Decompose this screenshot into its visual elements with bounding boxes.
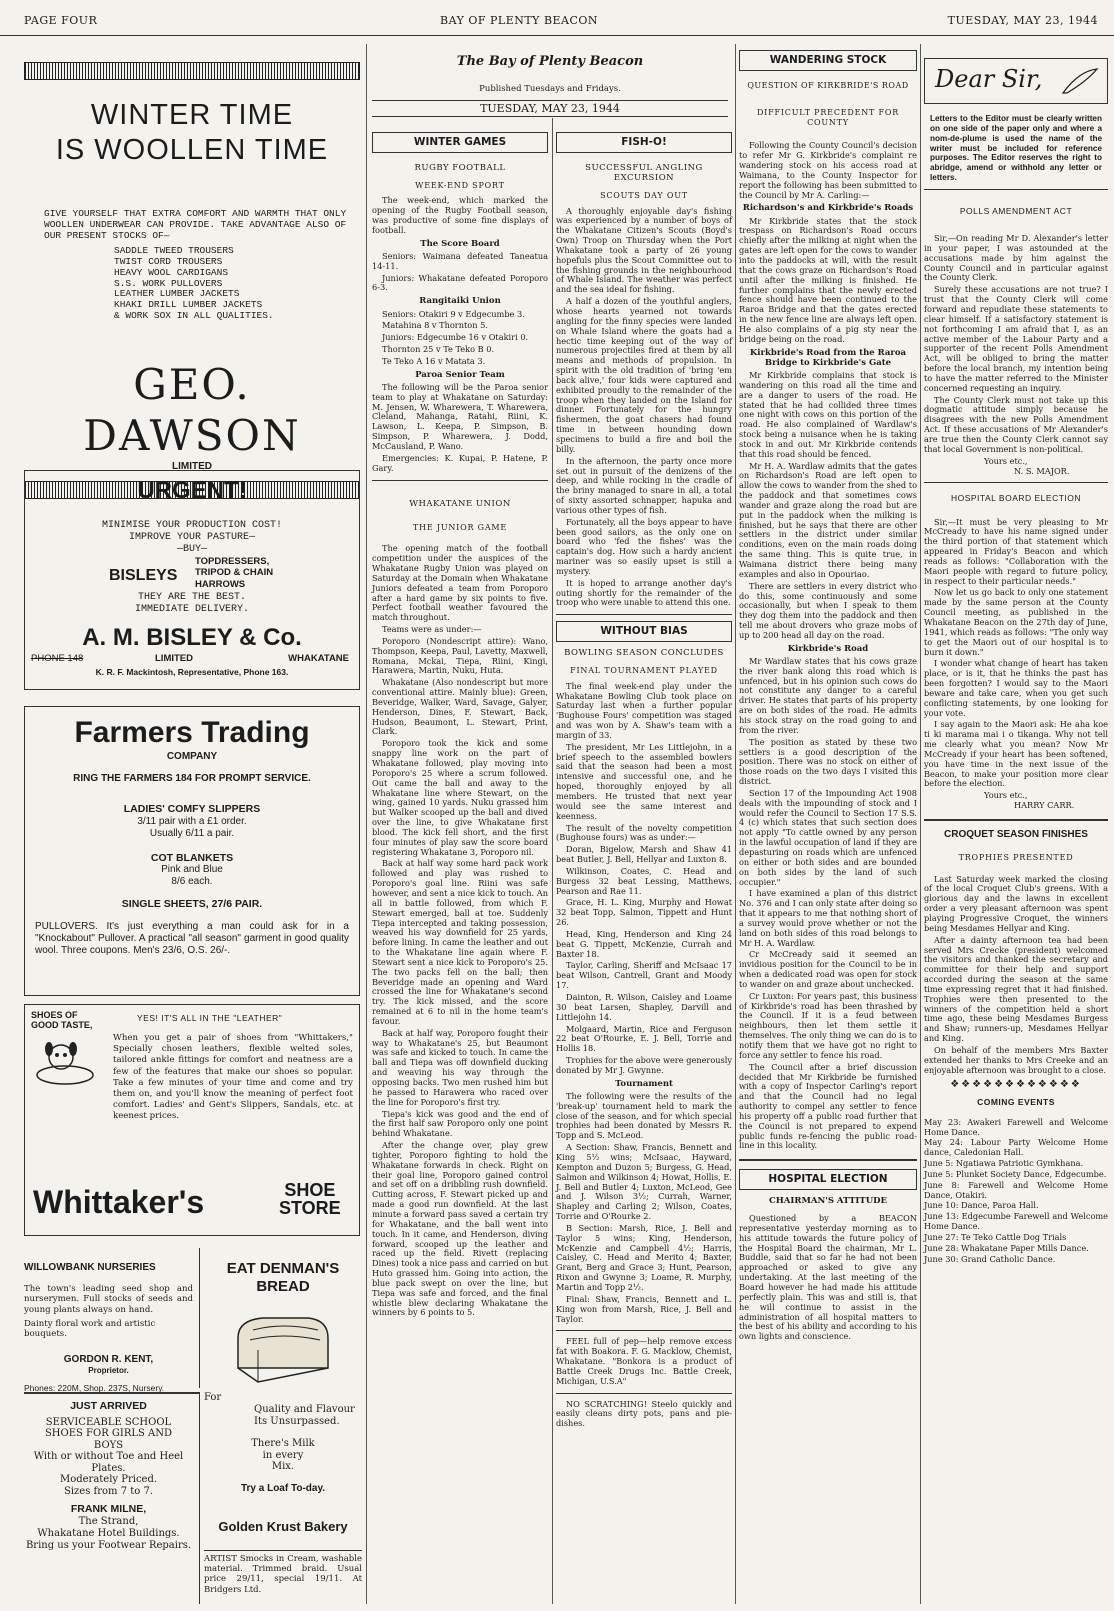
article-paragraph: Mr H. A. Wardlaw admits that the gates on Richardson's Road are left open to allow the cows to wander from the shed to the paddock and that sometimes cows wander and graze along the road but are put in the paddock when the milking is finished, but he says that there are other settlers in the district under similar conditions, even on the main roads doing the same thing. This is quite true, in Waimana district there being many examples and also in Opouriao. [739, 460, 917, 579]
score-line: Seniors: Waimana defeated Taneatua 14-11. [372, 250, 548, 271]
column-three [556, 126, 732, 1604]
ad-title: LADIES' COMFY SLIPPERS [123, 803, 261, 815]
ad-text: Usually 6/11 a pair. [149, 827, 235, 839]
article-paragraph: Cr McCready said it seemed an invidious position for the Council to be in when a dedicated road was open for stock to wander on and graze about unchecked. [739, 949, 917, 989]
letter-paragraph: Sir,—It must be very pleasing to Mr McCready to have his name signed under the third portion of that statement which appeared in Friday's Beacon and which reads as follows: "Collaboration with the Maori people with regard to future policy, in respect to their particular needs." [924, 516, 1108, 586]
ad-item-list [114, 246, 360, 322]
article-paragraph: On behalf of the members Mrs Baxter extended her thanks to Mrs Creeke and an enjoyable afternoon was brought to a close. [924, 1044, 1108, 1075]
ad-line: SHOES FOR GIRLS AND [44, 1428, 173, 1440]
article-paragraph: It is hoped to arrange another day's outing shortly for the remainder of the troop who were unable to attend this one. [556, 577, 732, 608]
page-header [0, 0, 1114, 36]
article-subhead: Kirkbride's Road [787, 643, 869, 654]
article-paragraph: Tiepa's kick was good and the end of the first half saw Poroporo only one point behind Whakatane. [372, 1108, 548, 1139]
denman-ad [204, 1248, 362, 1604]
ad-owner-title: Proprietor. [88, 1365, 129, 1375]
column-rule [366, 44, 367, 1604]
dog-shoe-illustration [33, 1035, 97, 1087]
ad-line: Moderately Priced. [59, 1474, 158, 1486]
result-line: A Section: Shaw, Francis, Bennett and King 5½ wins; McIsaac, Hayward, Kempton and Duzon 5; Burgess, G. Head, Salmon and Wilkinson 4; Howat, Hollis, E. J. Bell and Butler 4; Luxton, McLeod, Gee and J. Wilson 3½; Currah, Warner, Shapley and Carling 2; Wilson, Coates, Torrie and O'Rourke 2. [556, 1142, 732, 1222]
article-paragraph: The final week-end play under the Whakatane Bowling Club took place on Saturday last when a further popular 'Bughouse Fours' competition was staged and was won by A. Shaw's team with a margin of 33. [556, 680, 732, 740]
events-list [924, 1118, 1108, 1265]
article-heading: HOSPITAL BOARD ELECTION [950, 493, 1082, 504]
event-item: June 28: Whakatane Paper Mills Dance. [924, 1242, 1089, 1253]
farmers-ad [24, 706, 360, 996]
ad-item: TWIST CORD TROUSERS [114, 255, 223, 267]
ad-line: in every [262, 1449, 304, 1461]
ad-text: 3/11 pair with a £1 order. [137, 815, 247, 827]
letter-paragraph: Surely these accusations are not true? I trust that the County Clerk will come forward and repudiate these statements to clear himself. If a satisfactory statement is not forthcoming I am afraid that I, as an active member of the Labour Party and a supporter of the recent Polls Amendment Act, will be obliged to bring the matter before the local branch, my intention being to have the matter referred to the Minister concerned requesting an inquiry. [924, 284, 1108, 393]
result-line: Final: Shaw, Francis, Bennett and L. King won from Marsh, Rice, J. Bell and Taylor. [556, 1293, 732, 1324]
masthead-date: TUESDAY, MAY 23, 1944 [372, 100, 728, 117]
score-line: Te Teko A 16 v Matata 3. [382, 355, 486, 366]
article-paragraph: The week-end, which marked the opening of the Rugby Football season, was productive of some fine displays of football. [372, 195, 548, 235]
event-item: June 13: Edgecumbe Farewell and Welcome Home Dance. [924, 1211, 1108, 1232]
letter-paragraph: I say again to the Maori ask: He aha koe ti ki marama mai i o tikanga. Why not tell me clearly what you mean? Now Mr McCready if your heart has been softened, you have time in the next issue of the Beacon, to make your position more clear before the election. [924, 719, 1108, 789]
article-paragraph: Mr Kirkbride complains that stock is wandering on this road all the time and are a danger to users of the road. He stated that he had collided three times one night with cows on this portion of the road. He also complained of Wardlaw's stock being a nuisance when he is taking stock in and out. Mr Kirkbride contends that this road should be fenced. [739, 369, 917, 459]
article-paragraph: Teams were as under:— [382, 624, 482, 635]
article-paragraph: Questioned by a BEACON representative yesterday morning as to his attitude towards the future policy of the Hospital Board the chairman, Mr L. Buddle, said that so far he had not been approached or asked to give any undertaking. At the last meeting of the Board however he had made his attitude perfectly plain. This was and still is, that he will continue to assist in the administration of all hospital matters to the best of his ability and according to his own lights and conscience. [739, 1213, 917, 1342]
article-subheading: THE JUNIOR GAME [412, 522, 508, 532]
dawson-ad [24, 62, 360, 472]
letters-notice: Letters to the Editor must be clearly written on one side of the paper only and where a nom-de-plume is used the name of the writer must be included for reference purposes. The Editor reserves the right to abridge, amend or withhold any letter or letters. [930, 114, 1102, 183]
dear-sir-banner [924, 58, 1108, 104]
score-line: Seniors: Otakiri 9 v Edgecumbe 3. [382, 308, 525, 319]
ad-line: With or without Toe and Heel [33, 1451, 184, 1463]
ad-bisleys: BISLEYS [109, 566, 178, 584]
column-rule [920, 44, 921, 1604]
ad-body: Dainty floral work and artistic bouquets. [24, 1318, 156, 1340]
ad-ring: RING THE FARMERS 184 FOR PROMPT SERVICE. [73, 773, 311, 784]
ad-unsurpassed: Its Unsurpassed. [254, 1416, 340, 1427]
ad-intro: GIVE YOURSELF THAT EXTRA COMFORT AND WARMTH THAT ONLY WOOLLEN UNDERWEAR CAN PROVIDE. TAKE ADVANTAGE ALSO OF OUR PRESENT STOCKS OF— [44, 207, 347, 242]
article-heading: WITHOUT BIAS [556, 621, 732, 642]
ad-rep: K. R. F. Mackintosh, Representative, Phone 163. [95, 666, 289, 677]
article-paragraph: Whakatane (Also nondescript but more conventional attire. Mainly blue): Green, Beveridge, Walker, Ward, Savage, Galyer, Henderson, Dines, F. Stewart, Back, Hudson, Beaumont, L. Stewart, Print, Clark. [372, 677, 548, 737]
article-subheading: RUGBY FOOTBALL [414, 162, 506, 173]
ad-line: SERVICEABLE SCHOOL [45, 1416, 172, 1428]
ad-try: Try a Loaf To-day. [240, 1482, 326, 1494]
article-paragraph: The position as stated by these two settlers is a good description of the position. There was no stock on either of those roads on the two days I visited this district. [739, 736, 917, 787]
article-paragraph: Back at half way, Poroporo fought their way to Whakatane's 25, but Beaumont was safe and kicked to touch. In came the ball and Tiepa was off downfield ducking and weaving his way through the opposing backs. Two men rushed him but he passed to Harawera who raced over the line for Poroporo's first try. [372, 1027, 548, 1107]
ad-item: LEATHER LUMBER JACKETS [114, 288, 240, 300]
ad-phone: PHONE 148 [31, 652, 84, 664]
article-subhead: Tournament [615, 1078, 673, 1089]
article-paragraph: The opening match of the football competition under the auspices of the Whakatane Rugby Union was played on Saturday at the Domain when Whakatane Juniors defeated a team from Poroporo after a hard game by six points to five. Perfect football weather favoured the match throughout. [372, 543, 548, 623]
article-subhead: Rangitaiki Union [419, 296, 501, 307]
score-line: Matahina 8 v Thornton 5. [382, 320, 488, 331]
article-paragraph: I have examined a plan of this district No. 376 and I can only state after doing so that it appears to me that nothing short of a survey would prove whether or not the land on both sides of this road belongs to Mr H. A. Wardlaw. [739, 888, 917, 948]
article-heading: WANDERING STOCK [739, 50, 917, 71]
paper-name: BAY OF PLENTY BEACON [440, 14, 599, 27]
dear-sir-script: Dear Sir, [935, 65, 1043, 93]
ad-phones: Phones: 220M, Shop. 237S, Nursery. [24, 1383, 165, 1394]
article-subheading: BOWLING SEASON CONCLUDES [564, 647, 724, 658]
artist-ad: ARTIST Smocks in Cream, washable material. Trimmed braid. Usual price 29/11, special 19/11. At Bridgers Ltd. [204, 1550, 362, 1595]
ad-addr: Whakatane Hotel Buildings. [37, 1527, 180, 1539]
ad-title: JUST ARRIVED [70, 1400, 147, 1412]
ad-brand: A. M. BISLEY & Co. [82, 623, 302, 651]
article-paragraph: Last Saturday week marked the closing of the local Croquet Club's greens. With a glorious day and the lawns in excellent order a very pleasant afternoon was spent playing Progressive Croquet, the winners being Mesdames Hellyar and King. [924, 873, 1108, 933]
article-heading: WINTER GAMES [372, 132, 548, 153]
masthead [372, 54, 728, 120]
page-label: PAGE FOUR [24, 14, 98, 27]
article-paragraph: A thoroughly enjoyable day's fishing was experienced by a number of boys of the Whakatane Citizen's Scouts (Boyd's Own) Troop on Thursday when the Port Whakatane took a party of 26 young hopefuls plus the Scout Committee out to the fishing grounds in the neighbourhood of Whale Island. The weather was perfect and the sea ideal for fishing. [556, 205, 732, 295]
article-paragraph: The following will be the Paroa senior team to play at Whakatane on Saturday: M. Jensen, W. Wharewera, T. Wharewera, Cleland, Mahanga, Ratahi, Riini, K. Lawson, L. Keepa, P. Simpson, B. Simpson, P. Wharewera, J. Dodd, McCausland, P. Wano. [372, 381, 548, 451]
quill-icon [1059, 67, 1099, 97]
event-item: June 30: Grand Catholic Dance. [924, 1253, 1056, 1264]
article-subheading: SUCCESSFUL ANGLING EXCURSION [585, 162, 703, 183]
article-paragraph: The Council after a brief discussion decided that Mr Kirkbride be furnished with a copy of Inspector Carling's report and that the Council had no legal authority to compel any settler to fence his property off a public road further that the Council is not prepared to expend public funds re-fencing the public road-line in this locality. [739, 1061, 917, 1151]
ad-title: WILLOWBANK NURSERIES [24, 1262, 156, 1273]
article-heading: HOSPITAL ELECTION [739, 1169, 917, 1190]
ad-item: S.S. WORK PULLOVERS [114, 277, 223, 289]
letter-paragraph: The County Clerk must not take up this dogmatic attitude simply because he disagrees with the new Polls Amendment Act. If these accusations of Mr Alexander's are true then the County Clerk cannot say that local Government is non-political. [924, 394, 1108, 454]
milne-ad [24, 1392, 200, 1604]
article-subheading: FINAL TOURNAMENT PLAYED [570, 666, 718, 676]
ad-line: —BUY— [176, 543, 207, 555]
ad-text: 8/6 each. [171, 876, 213, 888]
ad-item: KHAKI DRILL LUMBER JACKETS [114, 299, 263, 311]
result-line: Wilkinson, Coates, C. Head and Burgess 32 beat Lessing, Matthews, Pearson and Rae 11. [556, 865, 732, 896]
issue-date: TUESDAY, MAY 23, 1944 [947, 14, 1098, 27]
article-paragraph: Poroporo (Nondescript attire): Wano, Thompson, Keepa, Paul, Lavetty, Maxwell, Romana, Mckai, Tiepa, Riini, Kingi, Harawera, Martin, Nuku, Huta. [372, 635, 548, 676]
bread-loaf-illustration [228, 1308, 338, 1388]
event-item: June 5: Plunket Society Dance, Edgecumbe. [924, 1168, 1107, 1179]
ad-line: Mix. [271, 1461, 295, 1472]
article-heading: COMING EVENTS [977, 1097, 1055, 1108]
score-line: Thornton 25 v Te Teko B 0. [382, 344, 495, 355]
ad-line: THEY ARE THE BEST. [137, 591, 247, 603]
winter-games-article [372, 126, 548, 1604]
article-subheading: WEEK-END SPORT [415, 180, 505, 190]
ad-name: FRANK MILNE, [70, 1503, 147, 1516]
result-line: Head, King, Henderson and King 24 beat G. Tippett, McKenzie, Currah and Baxter 18. [556, 928, 732, 959]
letters-column [924, 44, 1108, 1604]
article-paragraph: Following the County Council's decision to refer Mr G. Kirkbride's complaint re wandering stock on his access road at Waimana, to the County Inspector for report the following has been submitted to the Council by Mr A. Carling:— [739, 140, 917, 200]
ad-for: For [204, 1392, 222, 1403]
article-subheading: DIFFICULT PRECEDENT FOR COUNTY [756, 108, 900, 127]
ad-line: BOYS [93, 1439, 124, 1451]
ad-quality: Quality and Flavour [254, 1404, 355, 1415]
divider [924, 189, 1108, 190]
letter-signoff: Yours etc., [984, 455, 1028, 466]
article-subheading: WHAKATANE UNION [409, 498, 511, 509]
ad-brand: Whittaker's [33, 1184, 205, 1220]
article-paragraph: The result of the novelty competition (Bughouse fours) was as under:— [556, 822, 732, 843]
ad-limited: LIMITED [172, 461, 212, 472]
ad-title: COT BLANKETS [150, 851, 234, 864]
ad-town: WHAKATANE [288, 652, 349, 664]
article-paragraph: Emergencies: K. Kupai, P. Hatene, P. Gary. [372, 452, 548, 473]
ad-tagline: GOOD TASTE, [31, 1019, 93, 1030]
divider [924, 482, 1108, 483]
article-paragraph: There are settlers in every district who do this, some continuously and some occasionally, but when I speak to them they dog them into the paddock and then tell me about drovers who graze mobs of up to 200 head all day on the road. [739, 580, 917, 640]
ad-item: & WORK SOX IN ALL QUALITIES. [114, 310, 274, 322]
divider [556, 1330, 732, 1331]
article-subhead: Richardson's and Kirkbride's Roads [742, 203, 914, 214]
ad-bakery: Golden Krust Bakery [218, 1518, 348, 1534]
score-line: Juniors: Whakatane defeated Poroporo 6-3. [372, 272, 548, 293]
article-subheading: CHAIRMAN'S ATTITUDE [769, 1195, 887, 1206]
ad-item: SADDLE TWEED TROUSERS [114, 244, 234, 256]
ad-company: COMPANY [166, 751, 218, 762]
letter-paragraph: I wonder what change of heart has taken place, or is it, that he thinks the past has been forgotten? I would say to the Maori beware and take care, when you get such conflicting statements, by one looking for your vote. [924, 658, 1108, 718]
ad-title: SINGLE SHEETS, 27/6 PAIR. [121, 898, 263, 911]
column-four [739, 44, 917, 1604]
ad-store: STORE [279, 1198, 341, 1218]
score-line: Juniors: Edgecumbe 16 v Otakiri 0. [382, 332, 529, 343]
ad-headline: IS WOOLLEN TIME [55, 133, 329, 166]
ornament-divider: ❖❖❖❖❖❖❖❖❖❖❖❖ [950, 1079, 1082, 1091]
article-subheading: SCOUTS DAY OUT [600, 190, 688, 200]
article-paragraph: After a dainty afternoon tea had been served Mrs Crecke (president) welcomed the visitors and thanked the secretary and committee for their help and support accorded during the season at the same time expressing regret that it had finished. Trophies were then presented to the winners of the competition held a short time ago, these being Mesdames Burgess and Shaw; runners-up, Mesdames Hellyar and King. [924, 934, 1108, 1044]
article-paragraph: After the change over, play grew tighter, Poroporo fighting to hold the Whakatane forwards in check. Right on their goal line, Poroporo gained control and set off on a dribbling rush downfield. Cutting across, F. Stewart picked up and made a good run downfield. At the last minute a forward pass saved a certain try for Whakatane, and the ball went into touch. In it came, and Henderson, diving forward, scooped up the leather and raced up the field. Rivett (replacing Dines) took a nice pass and carried on but Huto grassed him. Going into action, the blue pack swept on over the line, but Tiepa was safe and forced, and the final whistle blew declaring Whakatane the winners by 6 points to 5. [372, 1140, 548, 1318]
letter-signoff: Yours etc., [984, 790, 1028, 801]
ad-shoe: SHOE [284, 1180, 336, 1200]
article-subhead: The Score Board [420, 238, 500, 249]
column-rule [552, 118, 553, 1604]
article-paragraph: A half a dozen of the youthful anglers, whose hearts yearned not towards angling for the finny species were landed on Whale Island where the goats had a hectic time keeping out of the way of numerous projectiles fired at them by all means and methods of propulsion. In spirit with the old tradition of 'bring 'em back alive,' four kids were captured and exhibited proudly to the remainder of the troop when they landed on the Island for dinner. Fortunately for the hungry fishermen, the goat chasers had found time in between hounding down specimens to build a fire and boil the billy. [556, 296, 732, 454]
ad-line: Sizes from 7 to 7. [63, 1485, 153, 1497]
ad-border-top [24, 62, 360, 80]
column-rule [735, 44, 736, 1604]
ad-title: EAT DENMAN'S BREAD [226, 1260, 340, 1295]
ad-tagline: SHOES OF [31, 1010, 78, 1020]
article-paragraph: Trophies for the above were generously donated by Mr J. Gwynne. [556, 1055, 732, 1075]
ad-line: IMPROVE YOUR PASTURE— [128, 531, 256, 543]
article-subheading: TROPHIES PRESENTED [958, 853, 1074, 862]
article-subheading: QUESTION OF KIRKBRIDE'S ROAD [747, 80, 909, 90]
letter-paragraph: Sir,—On reading Mr D. Alexander's letter in your paper, I was astounded at the accusations made by him against the County Council and in particular against the County Clerk. [924, 233, 1108, 283]
ad-item: HEAVY WOOL CARDIGANS [114, 266, 229, 278]
result-line: Taylor, Carling, Sheriff and McIsaac 17 beat Wilson, Cantrell, Grant and Moody 17. [556, 960, 732, 991]
article-subhead: Kirkbride's Road from the Raroa Bridge to Kirkbride's Gate [749, 347, 907, 368]
letter-signature: HARRY CARR. [1014, 800, 1075, 811]
event-item: June 8: Farewell and Welcome Home Dance, Otakiri. [924, 1179, 1108, 1200]
article-paragraph: Fortunately, all the boys appear to have been good sailors, as the only one on board who 'fed the fishes' was the captain's dog. How such a hardy ancient mariner was so easily upset is still a mystery. [556, 516, 732, 576]
article-paragraph: In the afternoon, the party once more set out in pursuit of the denizens of the deep, and while rocking in the cradle of the briny managed to snare in all, a total of sixty assorted schnapper, hapuka and various other types of fish. [556, 455, 732, 515]
article-heading: POLLS AMENDMENT ACT [959, 205, 1073, 216]
ad-bring: Bring us your Footwear Repairs. [25, 1539, 192, 1551]
ad-addr: The Strand, [78, 1515, 139, 1527]
event-item: June 10: Dance, Paroa Hall. [924, 1200, 1039, 1211]
willowbank-ad [24, 1248, 200, 1394]
ad-headline: WINTER TIME [90, 99, 294, 131]
ad-yes: YES! IT'S ALL IN THE "LEATHER" [137, 1013, 283, 1023]
ad-products [195, 556, 273, 590]
result-line: Grace, H. L. King, Murphy and Howat 32 beat Topp, Salmon, Tippett and Hunt 26. [556, 897, 732, 928]
ad-product: HARROWS [195, 578, 246, 590]
ad-line: There's Milk [251, 1438, 315, 1449]
article-paragraph: Mr Kirkbride states that the stock trespass on Richardson's Road occurs chiefly after the milking at night when the gates are left open for the cows to wander into the paddocks at will, with the result that the cows graze on Richardson's Road until after the milking is finished. He further complains that the newly erected fence should have been continued to the Raroa Bridge and that the gates erected in the new fence line are always left open. He also complains of a pig sty near the bridge being on the road. [739, 215, 917, 344]
article-paragraph: Back at half way some hard pack work followed and play was rushed to Poroporo's goal line. Riini was safe however, and sent a nice kick to touch. An all in battle followed, from which F. Stewart emerged, ball at toe. Suddenly Tiepa intercepted and taking possession, weaved his way downfield for 25 yards, before lining. In came the leather and out to the Whakatane line again where F. Stewart sent a nice kick to Poroporo's 25. The two packs fell on the ball; then Beveridge made an opening and Ward crossed the line for Whakatane's second try. The kick missed, and the score remained at 6 to nil in the home team's favour. [372, 858, 548, 1026]
ad-line: MINIMISE YOUR PRODUCTION COST! [101, 519, 283, 531]
article-paragraph: The following were the results of the 'break-up' tournament held to mark the close of the season, and for which special trophies had been donated by Messrs R. Topp and S. McLeod. [556, 1090, 732, 1141]
ad-line: Plates. [91, 1462, 126, 1474]
ad-brand: Farmers Trading [74, 716, 310, 749]
ad-headline: URGENT! [137, 477, 247, 504]
result-line: Molgaard, Martin, Rice and Ferguson 22 beat O'Rourke, E. J. Bell, Torrie and Hollis 18. [556, 1023, 732, 1054]
ad-limited: LIMITED [155, 652, 193, 664]
boakora-ad: FEEL full of pep—help remove excess fat with Boakora. F. G. Macklow, Chemist, Whakatane. "Bonkora is a product of Battle Creek Drugs Inc. Battle Creek, Michigan, U.S.A" [556, 1336, 732, 1386]
ad-product: TRIPOD & CHAIN [195, 567, 274, 579]
masthead-published: Published Tuesdays and Fridays. [479, 83, 621, 94]
article-paragraph: Section 17 of the Impounding Act 1908 deals with the impounding of stock and I would refer the Council to Section 17 S.S. 4 (c) which states that such section does not apply "To cattle owned by any person in the lawful occupation of land if they are depasturing on roads which are unfenced on either or both sides and are bounded on both sides by the land of such occupier." [739, 787, 917, 887]
result-line: B Section: Marsh, Rice, J. Bell and Taylor 5 wins; King, Henderson, McKenzie and Campbell 4½; Harris, Caisley, C. Head and Merito 4; Baxter, Grant, Berg and Grace 3; Hunt, Pearson, Rixon and Gwynne 3; Loame, R. Murphy, Martin and Topp 2½. [556, 1222, 732, 1292]
masthead-title: The Bay of Plenty Beacon [456, 54, 644, 69]
article-subhead: Paroa Senior Team [415, 369, 505, 380]
result-line: Doran, Bigelow, Marsh and Shaw 41 beat Butler, J. Bell, Hellyar and Luxton 8. [556, 844, 732, 865]
ad-line: IMMEDIATE DELIVERY. [134, 603, 250, 615]
event-item: May 24: Labour Party Welcome Home dance, Caledonian Hall. [924, 1137, 1108, 1158]
divider [556, 1393, 732, 1394]
ad-text: Pink and Blue [161, 864, 223, 876]
article-paragraph: Mr Wardlaw states that his cows graze the river bank along this road which is unfenced, but in his opinion such cows do not constitute any danger to a careful driver. He states that parts of his property are on both sides of the road. He admits his stock stray on the road going to and from the river. [739, 655, 917, 735]
divider [739, 1159, 917, 1161]
result-line: Dainton, R. Wilson, Caisley and Loame 30 beat Larsen, Shapley, Darvill and Littlejohn 14. [556, 992, 732, 1022]
divider [556, 614, 732, 615]
divider [372, 480, 548, 481]
ad-product: TOPDRESSERS, [195, 555, 270, 567]
ad-brand: GEO. DAWSON [83, 360, 301, 460]
ad-body: The town's leading seed shop and nurserymen. Full stocks of seeds and young plants always on hand. [24, 1284, 193, 1315]
article-heading: CROQUET SEASON FINISHES [944, 829, 1088, 840]
ad-text: PULLOVERS. It's just everything a man could ask for in a "Knockabout" Pullover. A practical "all season" garment in good quality wool. Three coupons. Men's 23/6, O.S. 26/-. [35, 920, 349, 956]
bisley-ad [24, 470, 360, 690]
article-paragraph: The president, Mr Les Littlejohn, in a brief speech to the assembled bowlers said that the season had been a most intensive and successful one, and he hoped, thoroughly enjoyed by all members. He trusted that next year would see the same interest and keenness. [556, 741, 732, 821]
event-item: June 5: Ngatiawa Patriotic Gymkhana. [924, 1158, 1084, 1169]
ad-owner: GORDON R. KENT, [63, 1353, 154, 1365]
steelo-ad: NO SCRATCHING! Steelo quickly and easily cleans dirty pots, pans and pie-dishes. [556, 1398, 732, 1429]
event-item: May 23: Awakeri Farewell and Welcome Home Dance. [924, 1116, 1108, 1137]
ad-body: When you get a pair of shoes from "Whittakers," Specially chosen leathers, flexible welted soles, tailored ankle fittings for comfort and neatness are a few of the features that make our shoes so popular. Take a few minutes of your time and come and try them on, and you'll know the meaning of perfect foot comfort. Ladies' and Gent's Slippers, Sandals, etc. at keenest prices. [113, 1033, 353, 1122]
article-paragraph: Poroporo took the kick and some snappy line work on the part of Whakatane followed, play moving into Poroporo's 25 where a scrum followed. Out came the ball and away to the Whakatane line where Stewart, on the wing, gained 10 yards. Nuku grassed him but Walker scooped up the ball and dived over the line, to give Whakatane first blood. The kick fell short, and the first four minutes of play saw the score board registering Whakatane 3, Poroporo nil. [372, 738, 548, 857]
divider [924, 819, 1108, 821]
article-heading: FISH-O! [556, 132, 732, 153]
letter-paragraph: Now let us go back to only one statement made by the same person at the County Council meeting, as published in the Whakatane Beacon on the 27th day of June, 1941, which reads as follows: "The only way to get the Maori out of our hospital is to burn it down." [924, 587, 1108, 657]
whittaker-ad [24, 1004, 360, 1236]
letter-signature: N. S. MAJOR. [1014, 465, 1070, 476]
article-paragraph: Cr Luxton: For years past, this business of Kirkbride's road has been thrashed by the Council. If it is a feud between neighbours, then let them settle it themselves. The only thing we can do is to notify them that we have got no right to force any settler to fence his road. [739, 990, 917, 1060]
event-item: June 27: Te Teko Cattle Dog Trials [924, 1231, 1067, 1242]
